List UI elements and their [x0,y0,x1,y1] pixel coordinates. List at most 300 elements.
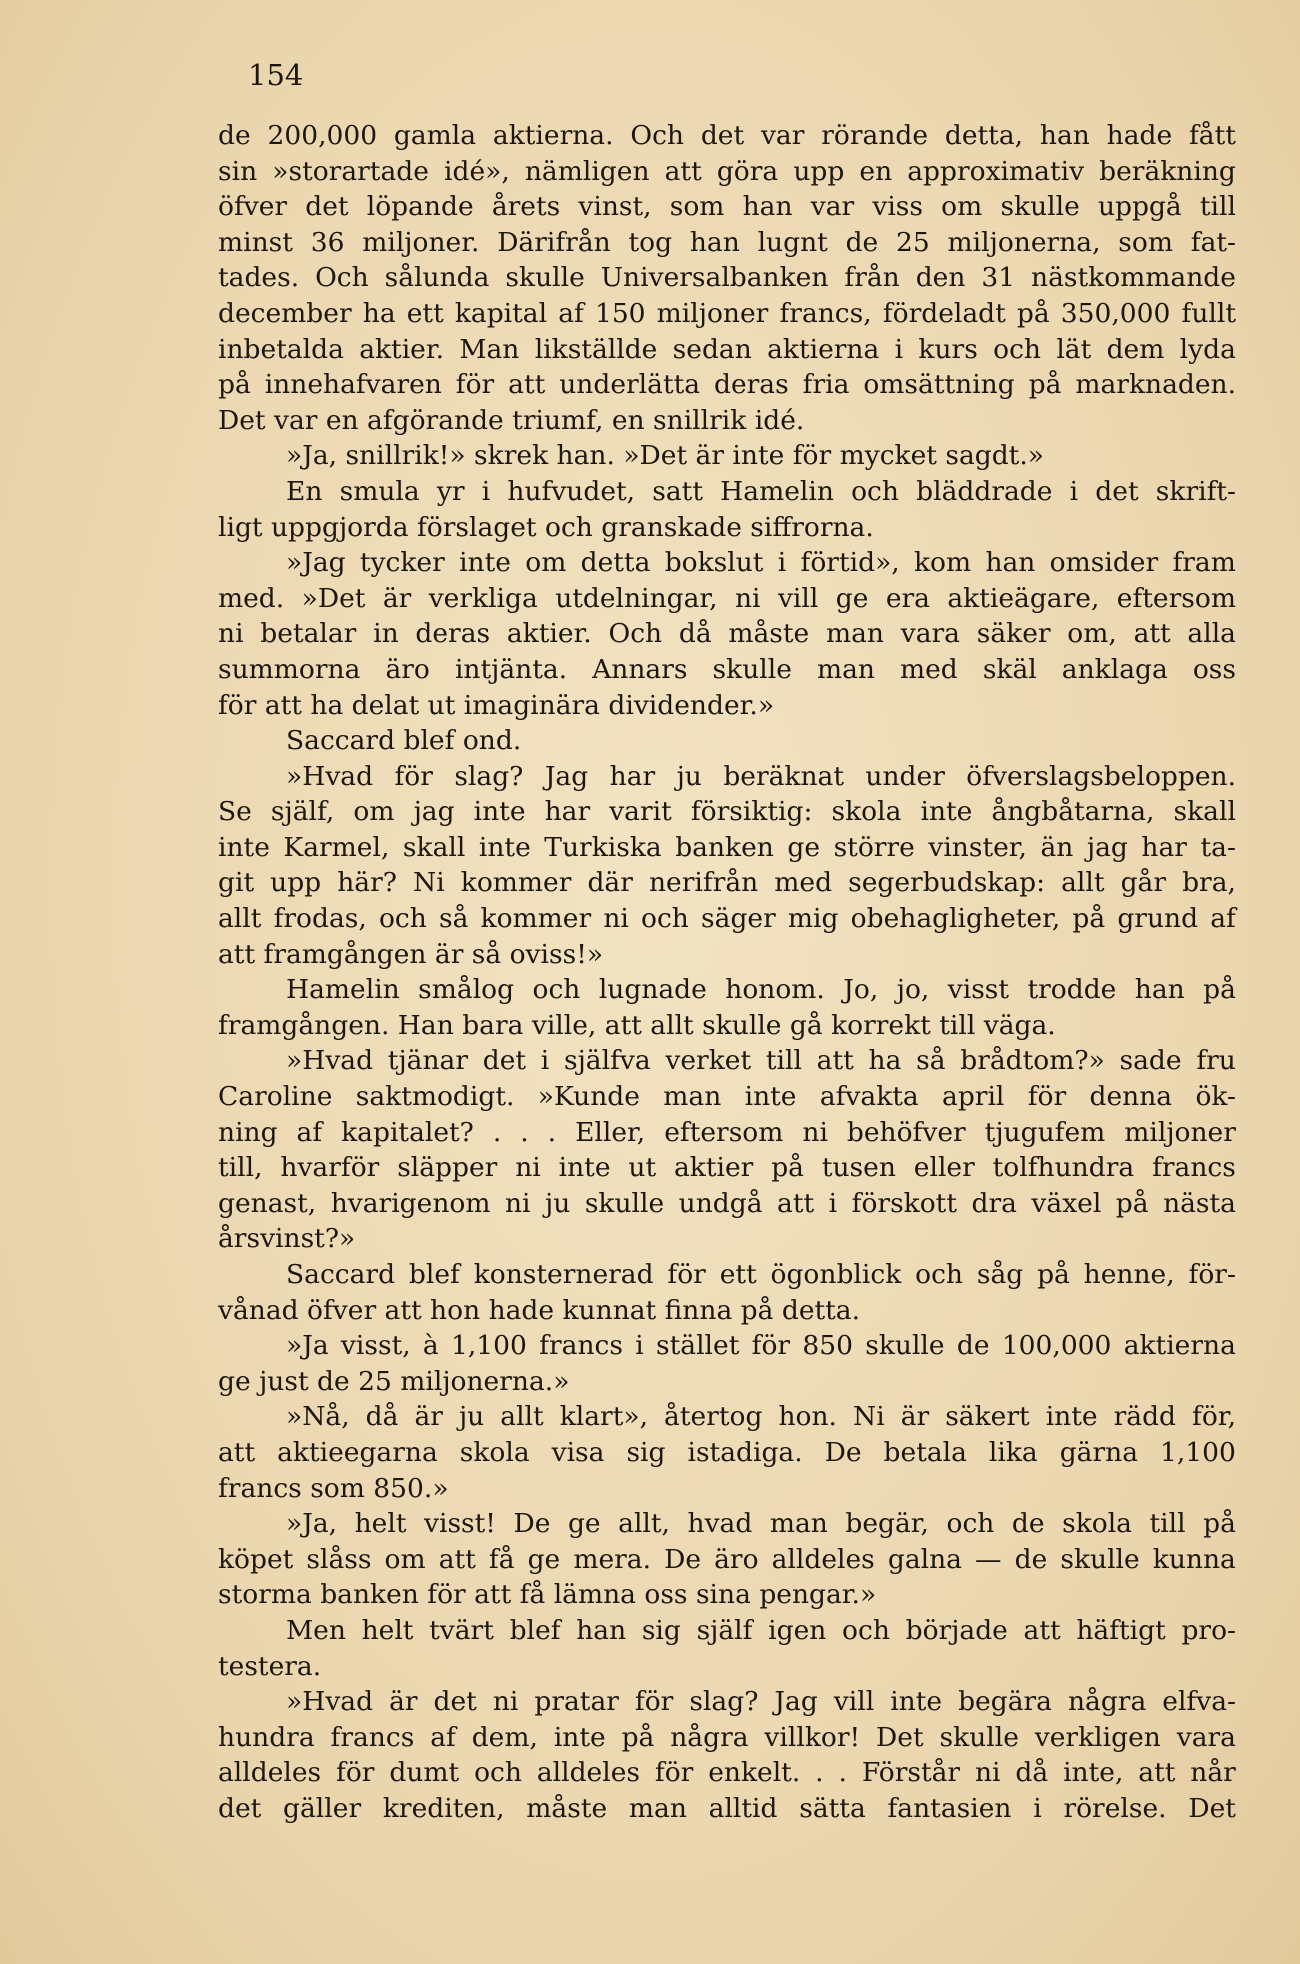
word: Och [315,262,369,294]
word: jag [1086,831,1128,863]
word: att [1023,1614,1061,1646]
word: Men [286,1614,346,1646]
word: De [664,1543,702,1575]
word: än [1040,831,1074,863]
word: man [825,618,884,650]
word: sedan [672,333,752,365]
word: Turkiska [544,831,662,863]
word: jo, [896,974,930,1006]
word: ge [567,1508,601,1540]
word: miljoner [1124,1116,1236,1148]
word: miljonerna, [947,226,1101,258]
word: Det [876,1721,924,1753]
word: att [508,369,546,401]
word: blef [408,1259,460,1290]
word: aktier. [359,333,445,365]
word: inte [890,1686,943,1718]
word: afvakta [819,1081,919,1113]
word: ge [835,582,869,614]
word: måste [728,618,810,650]
word: vill [777,582,819,614]
word: deras [415,618,491,650]
word: för [1027,1081,1067,1113]
word: utdelningar, [555,582,718,614]
word: med. [218,582,285,614]
word: Ni [853,1401,885,1433]
text-line [218,1684,1236,1720]
word: . [547,1116,557,1148]
text-line [218,1613,1236,1649]
line-text: testera. [218,1650,322,1682]
word: intjänta. [454,653,568,685]
word: skulle [939,1721,1019,1753]
word: var [810,191,855,223]
word: upp [270,867,322,899]
word: inte [744,1081,797,1113]
text-line [218,1791,1236,1827]
word: alldeles [771,1543,875,1575]
word: ångbåtarna, [991,796,1155,828]
word: förskott [851,1187,957,1219]
text-line [218,474,1236,510]
word: denna [1089,1081,1173,1113]
word: under [865,760,945,792]
text-line [218,1328,1236,1364]
word: 850 [802,1330,853,1362]
word: rörande [821,120,929,151]
text-line [218,1542,1236,1578]
word: april [942,1081,1005,1113]
word: deras [713,369,789,401]
text-line [218,1293,1236,1329]
word: hufvudet, [507,475,636,507]
word: jag [413,796,455,828]
word: Saccard [286,1259,396,1290]
word: satt [652,475,703,507]
word: större [833,831,915,863]
word: frodas, [273,903,367,935]
word: hon. [778,1401,837,1433]
word: Hamelin [720,475,834,507]
word: köpet [218,1543,294,1575]
word: saktmodigt. [355,1081,515,1113]
word: att [1138,1757,1176,1789]
word: miljoner [656,297,769,329]
word: i [777,547,787,579]
word: En [286,475,323,507]
word: på [1028,369,1062,401]
word: häftigt [1076,1614,1166,1646]
word: igen [768,1614,827,1646]
word: vinst, [578,191,652,223]
word: hade [1106,120,1173,151]
word: man [769,1508,828,1540]
text-line [218,688,1236,724]
word: fantasien [887,1792,1012,1824]
text-line [218,1150,1236,1186]
word: ni [504,1187,531,1219]
word: detta [580,547,651,579]
word: i [894,333,904,365]
word: att [438,1543,476,1575]
word: begär, [845,1508,929,1540]
word: blef [509,1614,561,1646]
word: och [532,974,581,1006]
word: säkert [945,1401,1030,1433]
text-line [218,616,1236,652]
word: till, [218,1152,263,1184]
word: han [985,547,1036,579]
text-line [218,1257,1236,1293]
text-line [218,1043,1236,1079]
word: med [774,867,833,899]
word: eller [913,1152,975,1184]
word: säker [976,618,1051,650]
word: det [305,191,349,223]
word: var [760,120,805,151]
word: af [558,297,584,329]
word: »Jag [286,547,346,579]
word: 200,000 [267,120,378,151]
word: på [218,369,251,401]
word: underlätta [559,369,701,401]
word: verket [665,1045,752,1077]
line-text: storma banken för att få lämna oss sina pengar.» [218,1579,877,1611]
word: likställde [534,333,658,365]
word: slag? [689,1686,759,1718]
word: Hamelin [286,974,400,1006]
word: enkelt. [708,1757,801,1789]
word: sätta [799,1792,866,1824]
word: skulle [584,1187,665,1219]
word: fram [1172,547,1236,579]
word: själf [696,1614,753,1646]
word: de [845,226,879,258]
word: ögonblick [770,1259,902,1290]
word: går [1120,867,1167,899]
word: i [1033,1792,1042,1824]
word: . [492,1116,502,1148]
word: stället [656,1330,740,1362]
text-line [218,723,1236,759]
text-line [218,1577,1236,1613]
word: fru [1196,1045,1236,1077]
text-line [218,1115,1236,1151]
word: 1,100 [1159,1436,1236,1468]
word: på [1203,1508,1236,1540]
word: »Hvad [286,1686,374,1718]
word: rädd [1113,1401,1177,1433]
word: öfverslagsbeloppen. [966,760,1236,792]
text-line [218,118,1236,154]
word: på [1037,1259,1070,1290]
word: Och [608,618,663,650]
word: de [1014,1543,1048,1575]
word: alldeles [218,1757,322,1789]
word: ni [603,903,629,935]
word: pratar [534,1686,619,1718]
word: att [777,1187,815,1219]
text-line [218,296,1236,332]
word: francs [1152,1152,1236,1184]
word: uppgå [1097,191,1182,223]
word: — [975,1543,1002,1575]
word: detta, [944,120,1024,151]
text-line [218,367,1236,403]
word: och [993,333,1041,365]
word: inte [218,831,270,863]
word: tvärt [429,1614,494,1646]
word: löpande [366,191,474,223]
word: Karmel, [283,831,390,863]
word: de [1011,1508,1045,1540]
word: skulle [505,262,585,294]
word: Jag [544,760,589,792]
word: har [1141,831,1187,863]
word: eftersom [1116,582,1236,614]
word: dem, [471,1721,538,1753]
word: beräknat [723,760,844,792]
word: elfva- [1162,1686,1236,1718]
word: viss [872,191,923,223]
word: inte, [1063,1757,1124,1789]
word: ni [802,1116,828,1148]
text-line [218,260,1236,296]
word: skulle [865,1330,945,1362]
word: skall [402,831,466,863]
word: omsättning [863,369,1015,401]
word: är [900,1401,930,1433]
word: som [669,191,725,223]
word: ni [974,1757,1001,1789]
word: skall [1173,796,1236,828]
word: minst [218,226,293,258]
word: få [488,1543,515,1575]
word: och [842,1614,890,1646]
text-line [218,1364,1236,1400]
text-line [218,1399,1236,1435]
word: släpper [397,1152,498,1184]
word: ge [787,831,821,863]
word: anklaga [1061,653,1168,685]
word: fat- [1190,226,1236,258]
word: behöfver [846,1116,966,1148]
word: trodde [1027,974,1117,1006]
word: helt [361,1614,414,1646]
word: 150 [594,297,646,329]
word: slag? [454,760,524,792]
text-line [218,1649,1236,1685]
word: förtid», [800,547,900,579]
word: af [1210,903,1236,935]
text-line [218,1221,1236,1257]
word: här? [337,867,397,899]
word: Se [218,796,252,828]
word: inte [478,831,531,863]
word: på [1072,903,1106,935]
word: sålunda [384,262,490,294]
word: allt [1061,867,1105,899]
word: inte [473,796,526,828]
line-text: Saccard blef ond. [286,725,522,757]
word: ett [406,297,444,329]
word: sig [626,1436,666,1468]
word: hvarför [280,1152,380,1184]
word: där [587,867,633,899]
word: har [609,760,656,792]
word: »Det [301,582,366,614]
word: sig [641,1614,681,1646]
text-line [218,189,1236,225]
word: yr [436,475,465,507]
word: francs, [779,297,872,329]
line-text: ligt uppgjorda förslaget och granskade siffrorna. [218,511,874,543]
line-text: årsvinst?» [218,1223,356,1255]
word: banken [675,831,774,863]
word: aktierna [767,333,880,365]
text-line [218,438,1236,474]
word: lika [988,1436,1038,1468]
word: mera. [573,1543,652,1575]
word: för [667,1259,706,1290]
word: 36 [310,226,345,258]
word: från [844,262,900,294]
word: verkligen [1034,1721,1161,1753]
word: Annars [592,653,688,685]
word: i [1069,475,1079,507]
word: återtog [664,1401,763,1433]
page-number: 154 [248,58,304,92]
text-line [218,332,1236,368]
word: vara [900,618,960,650]
word: några [1067,1686,1147,1718]
word: och [474,1757,522,1789]
word: krediten, [382,1792,505,1824]
word: allt [218,903,262,935]
word: fördeladt [882,297,1006,329]
word: skäl [982,653,1037,685]
word: tycker [359,547,445,579]
word: på [1203,974,1236,1006]
line-text: vånad öfver att hon hade kunnat finna på detta. [218,1294,861,1326]
word: »Nå, [286,1401,350,1433]
word: så [916,1045,946,1077]
word: hvad [687,1508,753,1540]
word: visa [551,1436,605,1468]
word: de [956,1330,990,1362]
word: omsider [1049,547,1159,579]
word: äro [385,653,430,685]
word: om [384,1543,426,1575]
word: konsternerad [473,1259,654,1290]
word: »storartade [272,155,429,187]
word: henne, [1083,1259,1175,1290]
word: nästa [1163,1187,1236,1219]
word: aktier [673,1152,754,1184]
word: 31 [981,262,1016,294]
text-line [218,545,1236,581]
word: inte [1045,1401,1098,1433]
word: fullt [1181,297,1236,329]
word: slåss [306,1543,372,1575]
word: upp [793,155,845,187]
word: för [394,760,433,792]
word: dem [1106,333,1165,365]
word: till [1199,191,1236,223]
word: De [824,1436,862,1468]
word: ju [676,760,702,792]
word: till [765,1045,802,1077]
word: han [689,226,740,258]
word: några [670,1721,749,1753]
word: summorna [218,653,361,685]
word: då [678,618,712,650]
word: själfva [563,1045,651,1077]
word: vill [833,1686,875,1718]
word: af [296,1116,323,1148]
word: skulle [1060,1543,1140,1575]
word: når [1190,1757,1236,1789]
word: dra [971,1187,1017,1219]
word: eftersom [664,1116,784,1148]
text-line [218,581,1236,617]
word: idé», [444,155,510,187]
word: pro- [1181,1614,1236,1646]
text-line [218,865,1236,901]
word: tog [628,226,673,258]
word: Jo, [843,974,879,1006]
line-text: framgången. Han bara ville, att allt skulle gå korrekt till väga. [218,1009,1056,1041]
word: tjugufem [984,1116,1106,1148]
word: och [915,1259,963,1290]
word: för [455,369,495,401]
word: lugnt [757,226,828,258]
word: honom. [725,974,825,1006]
word: ni [492,1686,519,1718]
word: lyda [1179,333,1236,365]
word: nerifrån [648,867,759,899]
word: inte [920,796,973,828]
word: Caroline [218,1081,333,1113]
word: att [816,1045,854,1077]
word: äro [714,1543,759,1575]
word: sade [1119,1045,1182,1077]
word: gärna [1059,1436,1138,1468]
word: aktierna. [492,120,614,151]
word: kunna [1152,1543,1236,1575]
word: till [1149,1508,1186,1540]
word: han [1134,974,1185,1006]
word: af [430,1721,456,1753]
word: francs [330,1721,415,1753]
word: inte [553,1721,606,1753]
word: git [218,867,255,899]
text-line [218,1186,1236,1222]
word: det [482,1045,527,1077]
word: ju [458,1401,485,1433]
word: säger [701,903,776,935]
word: att [664,155,702,187]
word: gamla [393,120,477,151]
word: ha [362,297,396,329]
word: kurs [918,333,978,365]
body-text [218,118,1236,1827]
word: ni [515,1152,541,1184]
word: . [520,1116,529,1148]
text-line [218,1506,1236,1542]
word: kapitalet? [341,1116,474,1148]
word: är [414,1401,443,1433]
